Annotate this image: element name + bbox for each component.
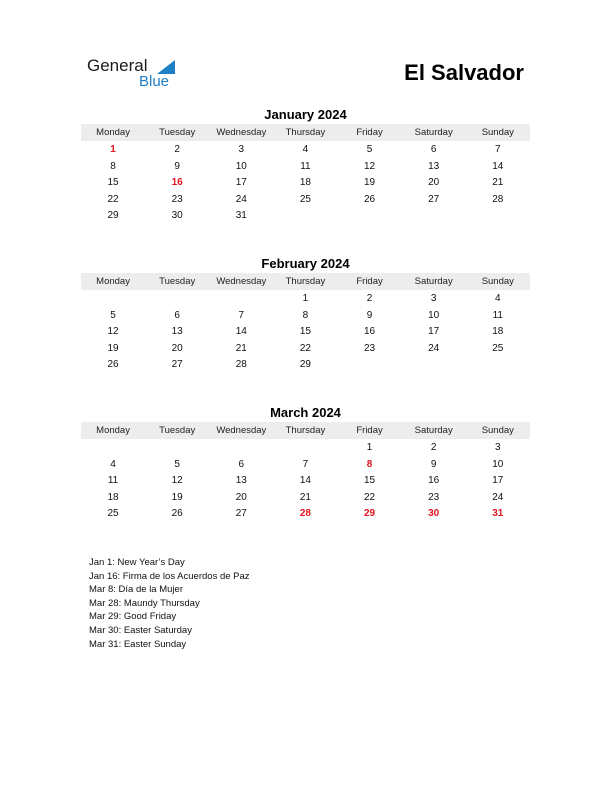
day-cell: 1 [110,144,116,155]
week-row [81,208,530,225]
weekday-label: Saturday [414,425,453,436]
day-cell: 20 [428,177,440,188]
day-cell: 21 [492,177,504,188]
day-cell: 23 [428,491,440,503]
day-cell: 17 [235,177,247,188]
day-cell: 16 [428,475,440,486]
week-row [81,159,530,176]
weekday-header-row [81,422,530,439]
empty-day-cell [209,291,273,308]
empty-day-cell [81,291,145,308]
weekday-label: Wednesday [216,425,267,436]
empty-day-cell [466,357,530,374]
week-row [81,506,530,523]
weekday-label: Saturday [414,127,453,138]
day-cell: 7 [302,458,309,470]
weekday-label: Tuesday [159,276,196,287]
week-row [81,490,530,507]
holiday-entry: Mar 29: Good Friday [89,611,177,623]
weekday-label: Tuesday [159,425,196,436]
day-cell: 25 [107,508,119,519]
day-cell: 27 [171,359,183,370]
day-cell: 7 [238,309,245,321]
month-title: March 2024 [270,405,341,420]
day-cell: 28 [492,193,504,205]
weekday-label: Friday [356,276,383,287]
day-cell: 6 [174,309,180,321]
weekday-label: Saturday [414,276,453,287]
day-cell: 9 [430,458,437,470]
day-cell: 13 [171,326,183,337]
week-row [81,324,530,341]
day-cell: 26 [107,359,119,370]
weekday-label: Sunday [481,276,514,287]
holiday-entry: Mar 8: Día de la Mujer [89,584,183,596]
day-cell: 30 [171,210,183,221]
day-cell: 25 [492,342,504,354]
day-cell: 14 [492,160,504,172]
day-cell: 5 [174,458,180,470]
day-cell: 21 [235,342,247,354]
day-cell: 12 [171,475,183,486]
day-cell: 18 [492,326,504,337]
holiday-entry: Mar 28: Maundy Thursday [89,597,200,609]
empty-day-cell [273,440,337,457]
holiday-entry: Jan 16: Firma de los Acuerdos de Paz [89,570,250,582]
month-title: February 2024 [261,256,350,271]
day-cell: 17 [428,326,440,337]
day-cell: 24 [492,491,504,503]
day-cell: 5 [110,309,116,321]
day-cell: 5 [366,144,373,155]
day-cell: 3 [238,144,245,155]
day-cell: 20 [235,491,247,503]
empty-day-cell [402,208,466,225]
day-cell: 10 [428,309,440,321]
weekday-label: Monday [96,127,130,138]
holiday-list [89,556,250,651]
day-cell: 6 [430,144,437,155]
day-cell: 8 [366,458,373,470]
month-calendar [81,405,530,523]
day-cell: 15 [299,326,311,337]
day-cell: 30 [428,508,440,519]
logo-triangle-icon [157,60,175,74]
weekday-header-row [81,124,530,141]
day-cell: 14 [299,475,311,486]
day-cell: 19 [364,177,376,188]
week-row [81,440,530,457]
day-cell: 2 [430,442,437,453]
weekday-label: Thursday [285,425,326,436]
empty-day-cell [402,357,466,374]
day-cell: 12 [364,160,376,172]
day-cell: 22 [107,193,119,205]
empty-day-cell [273,208,337,225]
day-cell: 27 [428,193,440,205]
day-cell: 9 [174,160,180,172]
day-cell: 23 [364,342,376,354]
day-cell: 22 [364,491,376,503]
weekday-label: Sunday [481,127,514,138]
country-title: El Salvador [404,60,524,85]
day-cell: 29 [107,210,119,221]
day-cell: 29 [299,359,311,370]
week-row [81,142,530,159]
day-cell: 7 [495,144,501,155]
week-row [81,473,530,490]
day-cell: 28 [299,508,311,519]
day-cell: 10 [492,458,504,470]
weekday-label: Friday [356,127,383,138]
day-cell: 18 [299,177,311,188]
week-row [81,192,530,209]
day-cell: 10 [235,160,247,172]
day-cell: 15 [107,177,119,188]
day-cell: 8 [302,309,309,321]
day-cell: 26 [364,193,376,205]
empty-day-cell [466,208,530,225]
empty-day-cell [145,291,209,308]
day-cell: 26 [171,508,183,519]
day-cell: 29 [364,508,376,519]
day-cell: 27 [235,508,247,519]
weekday-label: Friday [356,425,383,436]
weekday-header-row [81,273,530,290]
empty-day-cell [338,357,402,374]
empty-day-cell [209,440,273,457]
day-cell: 20 [171,342,183,354]
month-calendar [81,256,530,374]
day-cell: 16 [171,177,183,188]
day-cell: 2 [366,293,373,304]
week-row [81,341,530,358]
day-cell: 17 [492,475,504,486]
day-cell: 12 [107,326,119,337]
weekday-label: Monday [96,425,130,436]
day-cell: 1 [302,293,309,304]
day-cell: 22 [299,342,311,354]
day-cell: 11 [300,160,311,172]
week-row [81,457,530,474]
day-cell: 4 [495,293,501,304]
week-row [81,291,530,308]
day-cell: 24 [428,342,440,354]
weekday-label: Wednesday [216,127,267,138]
day-cell: 11 [107,475,119,486]
day-cell: 8 [110,160,116,172]
day-cell: 28 [235,359,247,370]
week-row [81,357,530,374]
holiday-entry: Mar 31: Easter Sunday [89,638,187,650]
weekday-label: Sunday [481,425,514,436]
day-cell: 14 [235,326,247,337]
day-cell: 18 [107,491,119,503]
day-cell: 6 [238,458,245,470]
day-cell: 11 [492,309,503,321]
day-cell: 3 [495,442,501,453]
day-cell: 3 [430,293,437,304]
holiday-entry: Jan 1: New Year’s Day [89,557,185,568]
weekday-label: Tuesday [159,127,196,138]
empty-day-cell [338,208,402,225]
week-row [81,308,530,325]
weekday-label: Wednesday [216,276,267,287]
day-cell: 4 [110,458,116,470]
day-cell: 9 [366,309,373,321]
holiday-entry: Mar 30: Easter Saturday [89,624,192,636]
day-cell: 15 [364,475,376,486]
day-cell: 16 [364,326,376,337]
day-cell: 13 [428,160,440,172]
weekday-label: Monday [96,276,130,287]
logo-blue-text: Blue [139,73,170,90]
logo-general-text: General [87,56,148,75]
month-title: January 2024 [264,107,347,122]
day-cell: 2 [174,144,180,155]
empty-day-cell [81,440,145,457]
day-cell: 21 [299,491,311,503]
day-cell: 4 [302,144,309,155]
day-cell: 13 [235,475,247,486]
day-cell: 1 [366,442,373,453]
day-cell: 19 [171,491,183,503]
week-row [81,175,530,192]
month-calendar [81,107,530,225]
day-cell: 31 [492,508,504,519]
day-cell: 23 [171,193,183,205]
weekday-label: Thursday [285,127,326,138]
generalblue-logo [87,56,187,92]
day-cell: 19 [107,342,119,354]
weekday-label: Thursday [285,276,326,287]
day-cell: 31 [235,210,247,221]
empty-day-cell [145,440,209,457]
day-cell: 25 [299,193,311,205]
day-cell: 24 [235,193,247,205]
